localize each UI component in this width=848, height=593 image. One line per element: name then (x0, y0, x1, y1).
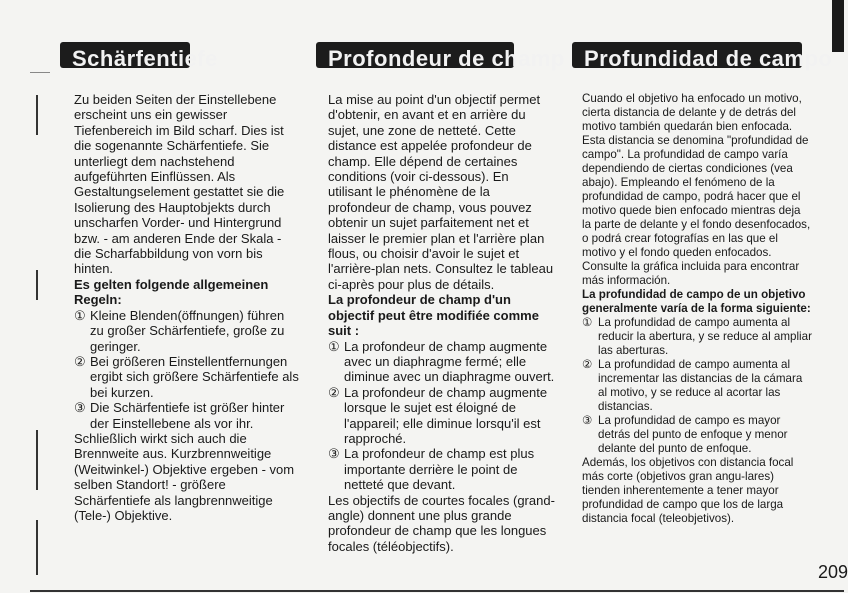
list-item: ① La profundidad de campo aumenta al reducir la abertura, y se reduce al ampliar las aberturas. (582, 316, 812, 357)
column-spanish (582, 92, 812, 526)
list-item: ③ Die Schärfentiefe ist größer hinter der Einstellebene als vor ihr. (74, 400, 285, 431)
margin-mark (36, 270, 38, 300)
list-item: ③ La profundidad de campo es mayor detrás del punto de enfoque y menor delante del punto de enfoque. (582, 414, 788, 455)
rules-heading: La profondeur de champ d'un objectif peut être modifiée comme suit : (328, 292, 539, 339)
column-french (328, 92, 556, 554)
outro-text: Además, los objetivos con distancia focal más corte (objetivos gran angu-lares) tienden inherentemente a tener mayor profundidad de campo que los de larga distancia focal (teleobjetivos). (582, 456, 794, 525)
list-item: ② Bei größeren Einstellentfernungen ergibt sich größere Schärfentiefe als bei kurzen. (74, 353, 299, 400)
edge-tab (832, 0, 844, 52)
column-german (74, 92, 300, 523)
margin-mark (36, 430, 38, 490)
list-item: ① Kleine Blenden(öffnungen) führen zu großer Schärfentiefe, große zu geringer. (74, 307, 285, 354)
list-item: ② La profondeur de champ augmente lorsque le sujet est éloigné de l'appareil; elle diminue lorsqu'il est rapproché. (328, 384, 548, 446)
intro-text: Cuando el objetivo ha enfocado un motivo, cierta distancia de delante y de detrás del motivo también quedarán bien enfocada. Esta distancia se denomina "profundidad de campo". La profundidad de campo varía dependiendo de ciertas condiciones (vea abajo). Empleando el fenómeno de la profundidad de campo, podrá hacer que el motivo quede bien enfocado mientras deja la parte de delante y el fondo desenfocados, o podrá crear fotografías en las que el motivo y el fondo queden enfocados. Consulte la gráfica incluida para encontrar más información. (582, 92, 811, 287)
page-number: 209 (818, 562, 848, 582)
header-spanish: Profundidad de campo (572, 42, 802, 68)
intro-text: La mise au point d'un objectif permet d'obtenir, en avant et en arrière du sujet, une zone de netteté. Cette distance est appelée profondeur de champ. Elle dépend de certaines conditions (voir ci-dessous). En utilisant le phénomène de la profondeur de champ, vous pouvez obtenir un sujet parfaitement net et laisser le premier plan et l'arrière plan flous, ou choisir d'avoir le sujet et l'arrière-plan nets. Consultez le tableau ci-après pour plus de détails. (328, 92, 554, 292)
header-german: Schärfentiefe (60, 42, 190, 68)
list-item: ① La profondeur de champ augmente avec un diaphragme fermé; elle diminue avec un diaphragme ouvert. (328, 338, 555, 385)
corner-mark (30, 72, 50, 73)
margin-mark (36, 95, 38, 135)
list-item: ③ La profondeur de champ est plus importante derrière le point de netteté que devant. (328, 446, 535, 493)
list-item: ② La profundidad de campo aumenta al incrementar las distancias de la cámara al motivo, y se reduce al acortar las distancias. (582, 358, 803, 413)
intro-text: Zu beiden Seiten der Einstellebene erscheint uns ein gewisser Tiefenbereich im Bild scharf. Dies ist die sogenannte Schärfentiefe. Sie unterliegt dem nachstehend aufgeführten Einflüssen. Als Gestaltungselement gestattet sie die Isolierung des Hauptobjekts durch unscharfen Vorder- und Hintergrund bzw. - am anderen Ende der Skala - die Scharfabbildung von vorn bis hinten. (74, 92, 285, 277)
header-french: Profondeur de champ (316, 42, 514, 68)
bottom-rule (30, 590, 844, 592)
outro-text: Schließlich wirkt sich auch die Brennweite aus. Kurzbrennweitige (Weitwinkel-) Objektive ergeben - vom selben Standort! - größere Schärfentiefe als langbrennweitige (Tele-) Objektive. (74, 430, 295, 523)
rules-heading: Es gelten folgende allgemeinen Regeln: (74, 276, 269, 308)
margin-mark (36, 520, 38, 575)
outro-text: Les objectifs de courtes focales (grand-angle) donnent une plus grande profondeur de champ que les longues focales (téléobjectifs). (328, 492, 555, 554)
rules-heading: La profundidad de campo de un objetivo generalmente varía de la forma siguiente: (582, 288, 811, 315)
